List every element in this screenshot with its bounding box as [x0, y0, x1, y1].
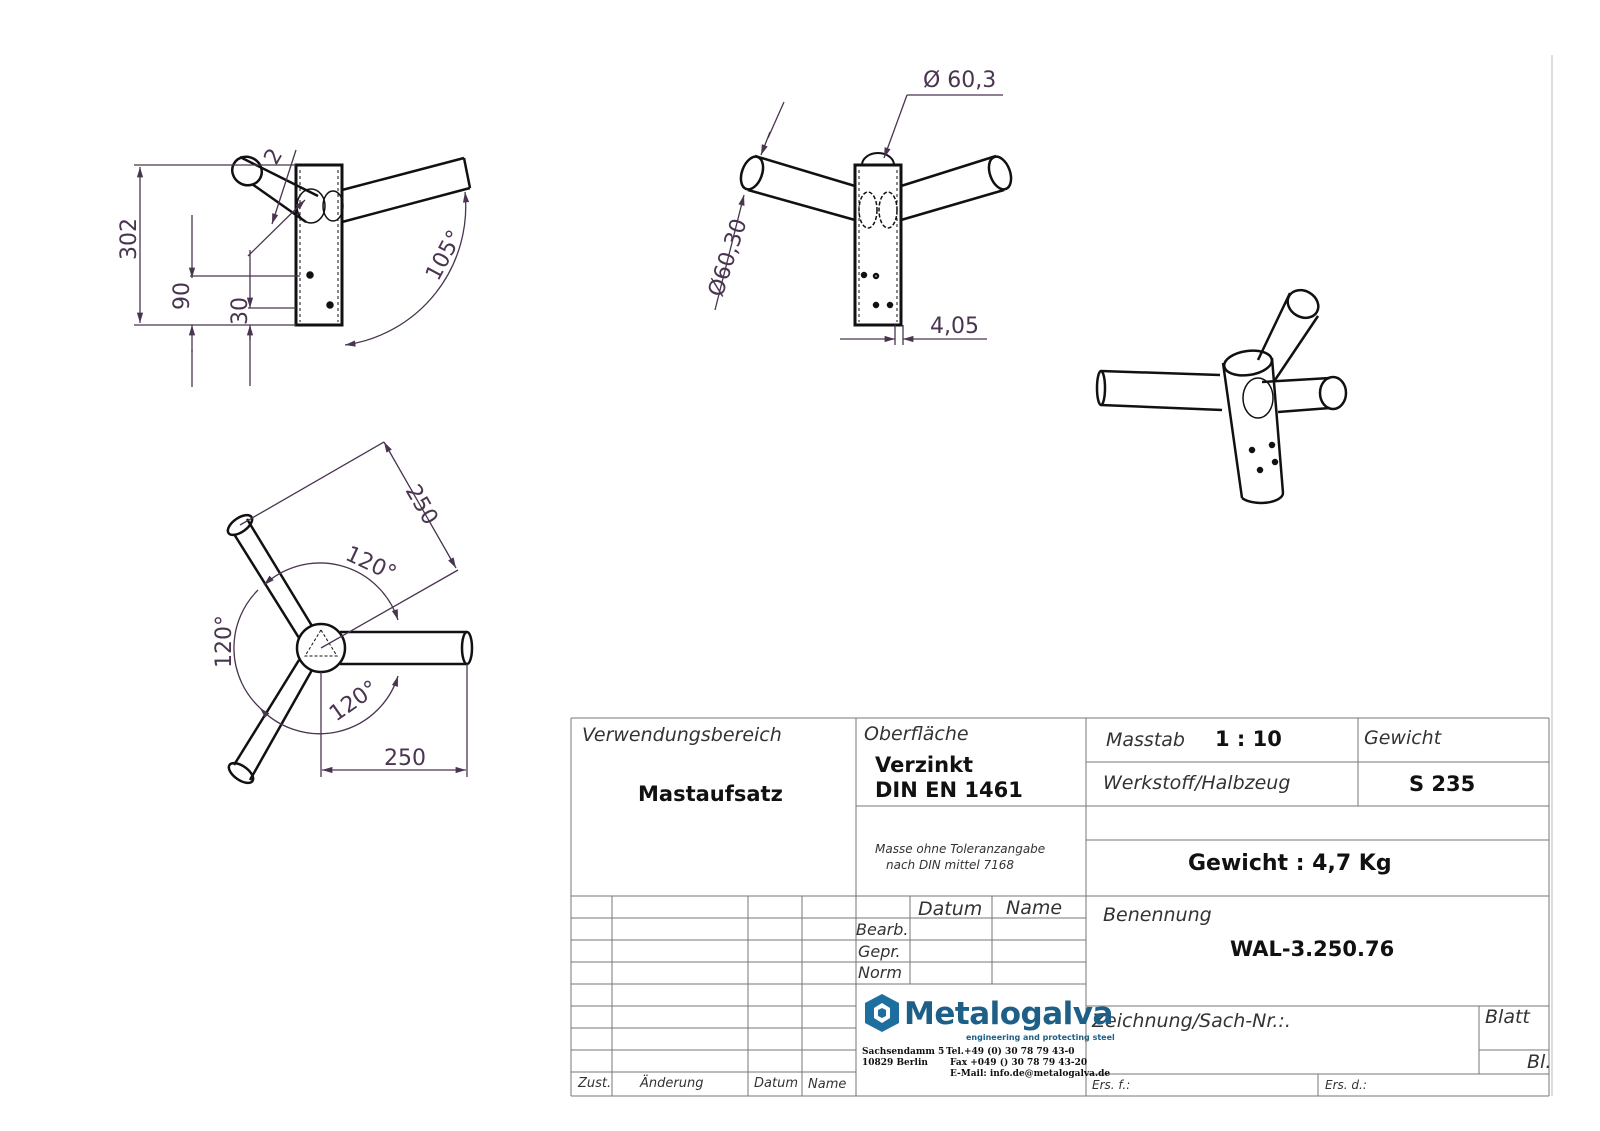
- blatt-label: Blatt: [1485, 1006, 1530, 1028]
- norm-label: Norm: [858, 963, 902, 982]
- name-header: Name: [1006, 897, 1063, 919]
- dim-diameter-left: Ø60,30: [703, 215, 753, 300]
- ers-d-label: Ers. d.:: [1325, 1078, 1367, 1092]
- dim-120-deg-bottom: 120°: [325, 676, 383, 727]
- dim-250-diagonal: 250: [399, 480, 443, 530]
- company-tel: Tel.+49 (0) 30 78 79 43-0: [946, 1047, 1075, 1057]
- verwendungsbereich-value: Mastaufsatz: [638, 782, 783, 806]
- zust-label: Zust.: [578, 1076, 612, 1091]
- name-footer-label: Name: [808, 1077, 847, 1092]
- dim-105-deg: 105°: [421, 226, 469, 285]
- dim-302: 302: [117, 218, 142, 260]
- tolerance-note-2: nach DIN mittel 7168: [886, 858, 1015, 872]
- dim-wall-thickness: 4,05: [930, 314, 979, 339]
- front-view: [227, 151, 470, 325]
- benennung-label: Benennung: [1103, 904, 1212, 926]
- company-address-1: Sachsendamm 5: [862, 1047, 945, 1057]
- company-email: E-Mail: info.de@metalogalva.de: [950, 1069, 1111, 1079]
- bearb-label: Bearb.: [856, 920, 909, 939]
- datum-header: Datum: [918, 898, 983, 920]
- gewicht-total: Gewicht : 4,7 Kg: [1188, 851, 1392, 876]
- side-view: [737, 153, 1015, 325]
- company-fax: Fax +049 () 30 78 79 43-20: [950, 1058, 1088, 1068]
- gewicht-label: Gewicht: [1364, 727, 1442, 749]
- werkstoff-label: Werkstoff/Halbzeug: [1103, 772, 1291, 794]
- company-address-2: 10829 Berlin: [862, 1058, 928, 1068]
- company-logo-text: Metalogalva: [904, 996, 1113, 1032]
- dim-120-deg-left: 120°: [212, 615, 237, 668]
- aenderung-label: Änderung: [640, 1076, 704, 1091]
- masstab-value: 1 : 10: [1215, 727, 1282, 751]
- ers-f-label: Ers. f.:: [1092, 1078, 1131, 1092]
- benennung-value: WAL-3.250.76: [1230, 937, 1395, 961]
- verwendungsbereich-label: Verwendungsbereich: [582, 724, 782, 746]
- dim-250-horizontal: 250: [384, 746, 426, 771]
- gepr-label: Gepr.: [858, 942, 901, 961]
- oberflaeche-value-1: Verzinkt: [875, 753, 974, 777]
- top-view-dimensions: [234, 442, 467, 777]
- oberflaeche-value-2: DIN EN 1461: [875, 778, 1023, 802]
- bl-label: Bl.: [1527, 1051, 1552, 1073]
- tolerance-note-1: Masse ohne Toleranzangabe: [875, 842, 1046, 856]
- dim-120-deg-top: 120°: [341, 541, 401, 587]
- dim-90: 90: [170, 282, 195, 310]
- oberflaeche-label: Oberfläche: [864, 723, 969, 745]
- datum-footer-label: Datum: [754, 1076, 798, 1091]
- isometric-view: [1097, 285, 1346, 503]
- dim-2: 2: [259, 144, 289, 169]
- dim-diameter-top: Ø 60,3: [923, 68, 997, 93]
- zeichnung-label: Zeichnung/Sach-Nr.:.: [1092, 1010, 1291, 1032]
- masstab-label: Masstab: [1106, 729, 1185, 751]
- company-tagline: engineering and protecting steel: [966, 1033, 1115, 1042]
- werkstoff-value: S 235: [1409, 772, 1476, 796]
- dim-30: 30: [228, 297, 253, 325]
- logo-hexagon-icon: [865, 994, 899, 1032]
